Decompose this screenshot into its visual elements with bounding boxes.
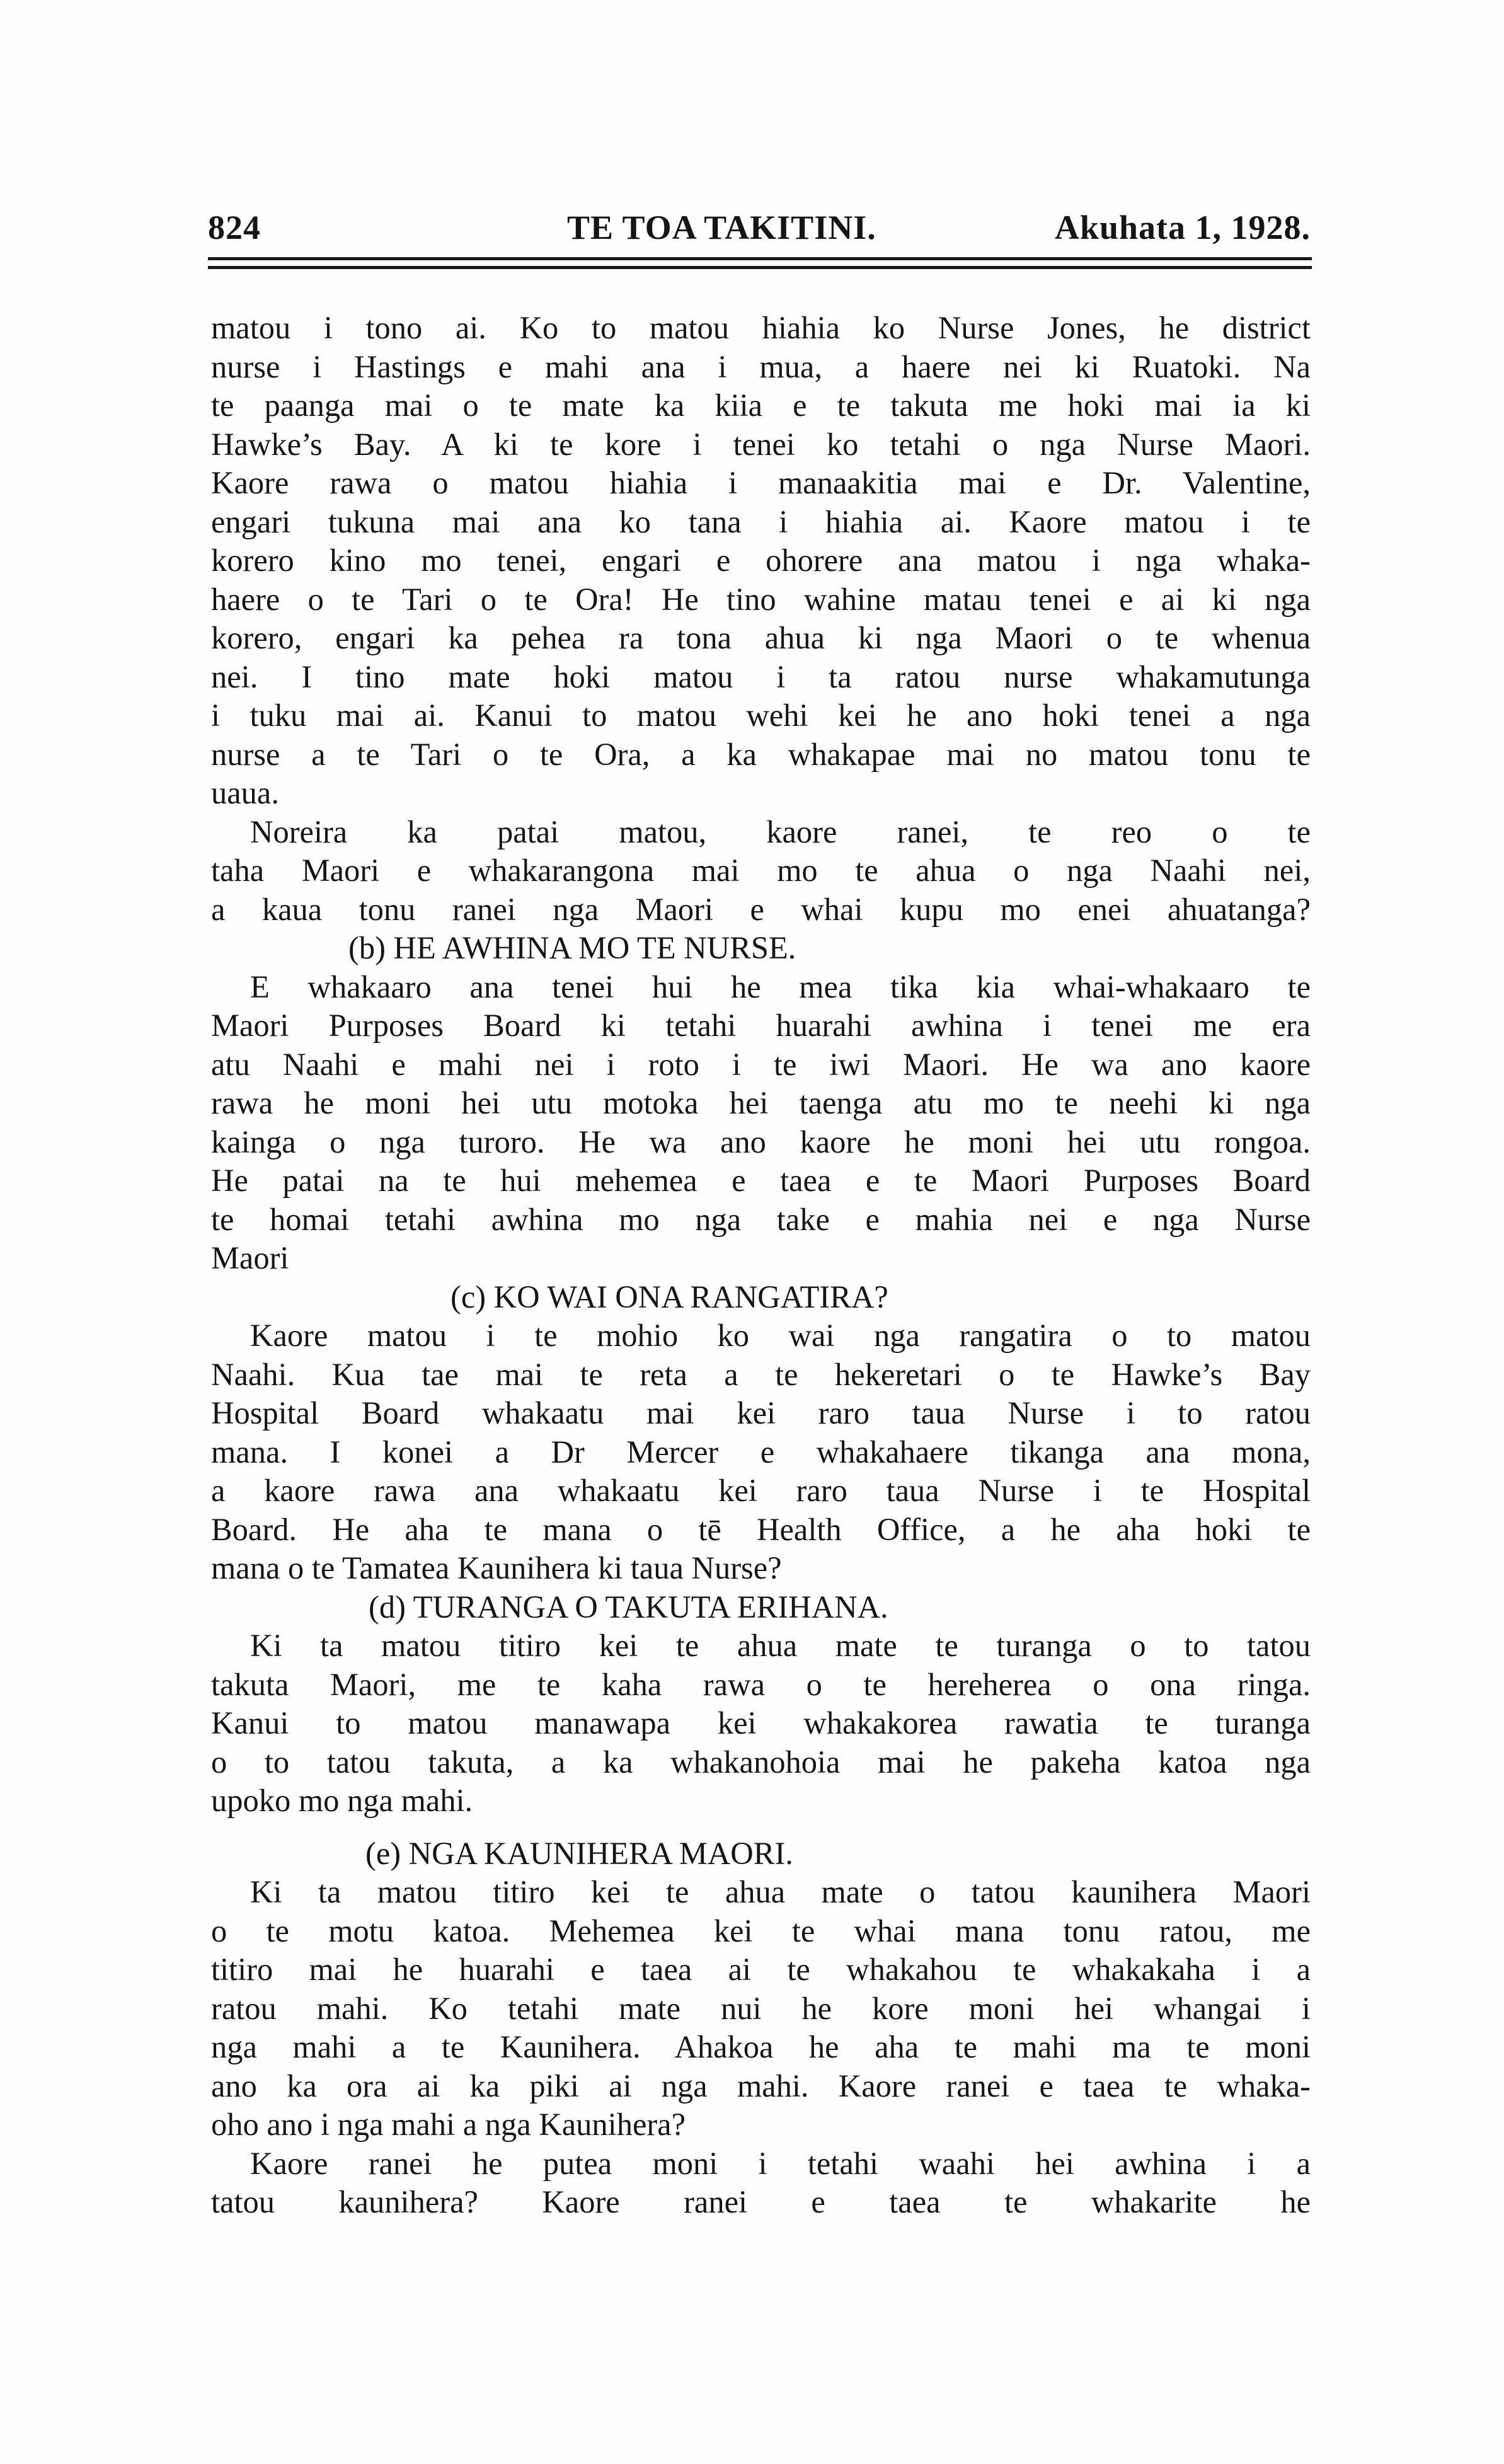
page-number: 824 — [208, 209, 261, 246]
article-body — [211, 309, 1311, 2222]
text-line: kainga o nga turoro. He wa ano kaore he moni hei utu rongoa. — [211, 1124, 1311, 1160]
text-line: takuta Maori, me te kaha rawa o te hereherea o ona ringa. — [211, 1666, 1311, 1702]
text-line: nurse i Hastings e mahi ana i mua, a haere nei ki Ruatoki. Na — [211, 348, 1311, 384]
text-line: ano ka ora ai ka piki ai nga mahi. Kaore ranei e taea te whaka- — [211, 2068, 1311, 2104]
text-line: rawa he moni hei utu motoka hei taenga atu mo te neehi ki nga — [211, 1085, 1311, 1120]
text-line: te paanga mai o te mate ka kiia e te takuta me hoki mai ia ki — [211, 388, 1311, 423]
running-header — [208, 208, 1311, 252]
text-line: matou i tono ai. Ko to matou hiahia ko Nurse Jones, he district — [211, 310, 1311, 345]
text-line: Naahi. Kua tae mai te reta a te hekeretari o te Hawke’s Bay — [211, 1356, 1311, 1392]
text-line: korero, engari ka pehea ra tona ahua ki nga Maori o te whenua — [211, 620, 1311, 655]
section-heading-b: (b) HE AWHINA MO TE NURSE. — [348, 930, 796, 965]
text-line: haere o te Tari o te Ora! He tino wahine matau tenei e ai ki nga — [211, 581, 1311, 617]
text-line: Ki ta matou titiro kei te ahua mate o tatou kaunihera Maori — [250, 1874, 1311, 1909]
text-line: mana. I konei a Dr Mercer e whakahaere tikanga ana mona, — [211, 1434, 1311, 1470]
text-line: atu Naahi e mahi nei i roto i te iwi Maori. He wa ano kaore — [211, 1046, 1311, 1082]
text-line: Hawke’s Bay. A ki te kore i tenei ko tetahi o nga Nurse Maori. — [211, 426, 1311, 462]
section-heading-d: (d) TURANGA O TAKUTA ERIHANA. — [369, 1589, 888, 1625]
text-line: a kaua tonu ranei nga Maori e whai kupu mo enei ahuatanga? — [211, 891, 1311, 927]
text-line: o to tatou takuta, a ka whakanohoia mai he pakeha katoa nga — [211, 1744, 1311, 1780]
text-line: korero kino mo tenei, engari e ohorere ana matou i nga whaka- — [211, 543, 1311, 578]
section-heading-c: (c) KO WAI ONA RANGATIRA? — [451, 1279, 888, 1315]
header-rule-top — [208, 257, 1312, 260]
issue-date: Akuhata 1, 1928. — [1054, 209, 1311, 246]
text-line: He patai na te hui mehemea e taea e te Maori Purposes Board — [211, 1163, 1311, 1198]
text-line: ratou mahi. Ko tetahi mate nui he kore moni hei whangai i — [211, 1990, 1311, 2026]
text-line: Noreira ka patai matou, kaore ranei, te reo o te — [250, 814, 1311, 849]
text-line: Maori — [211, 1240, 289, 1275]
text-line: a kaore rawa ana whakaatu kei raro taua Nurse i te Hospital — [211, 1473, 1311, 1508]
text-line: tatou kaunihera? Kaore ranei e taea te whakarite he — [211, 2184, 1311, 2219]
text-line: Kaore rawa o matou hiahia i manaakitia mai e Dr. Valentine, — [211, 465, 1311, 500]
text-line: nei. I tino mate hoki matou i ta ratou nurse whakamutunga — [211, 659, 1311, 694]
section-heading-e: (e) NGA KAUNIHERA MAORI. — [365, 1835, 793, 1871]
text-line: Kaore ranei he putea moni i tetahi waahi hei awhina i a — [250, 2145, 1311, 2181]
text-line: upoko mo nga mahi. — [211, 1783, 473, 1818]
text-line: mana o te Tamatea Kaunihera ki taua Nurse? — [211, 1550, 782, 1586]
text-line: uaua. — [211, 775, 279, 810]
text-line: taha Maori e whakarangona mai mo te ahua o nga Naahi nei, — [211, 853, 1311, 888]
text-line: nurse a te Tari o te Ora, a ka whakapae mai no matou tonu te — [211, 736, 1311, 772]
text-line: titiro mai he huarahi e taea ai te whakahou te whakakaha i a — [211, 1952, 1311, 1987]
text-line: Board. He aha te mana o tē Health Office, a he aha hoki te — [211, 1511, 1311, 1547]
text-line: Maori Purposes Board ki tetahi huarahi awhina i tenei me era — [211, 1008, 1311, 1043]
text-line: Kanui to matou manawapa kei whakakorea rawatia te turanga — [211, 1705, 1311, 1741]
text-line: E whakaaro ana tenei hui he mea tika kia whai-whakaaro te — [250, 969, 1311, 1005]
text-line: i tuku mai ai. Kanui to matou wehi kei he ano hoki tenei a nga — [211, 698, 1311, 733]
header-rule-bottom — [208, 266, 1312, 269]
text-line: nga mahi a te Kaunihera. Ahakoa he aha te mahi ma te moni — [211, 2029, 1311, 2064]
text-line: Kaore matou i te mohio ko wai nga rangatira o to matou — [250, 1318, 1311, 1353]
text-line: o te motu katoa. Mehemea kei te whai mana tonu ratou, me — [211, 1913, 1311, 1949]
journal-title: TE TOA TAKITINI. — [567, 209, 876, 246]
text-line: Hospital Board whakaatu mai kei raro taua Nurse i to ratou — [211, 1395, 1311, 1431]
text-line: Ki ta matou titiro kei te ahua mate te turanga o to tatou — [250, 1628, 1311, 1663]
text-line: oho ano i nga mahi a nga Kaunihera? — [211, 2107, 686, 2142]
text-line: te homai tetahi awhina mo nga take e mahia nei e nga Nurse — [211, 1201, 1311, 1237]
text-line: engari tukuna mai ana ko tana i hiahia ai. Kaore matou i te — [211, 504, 1311, 539]
